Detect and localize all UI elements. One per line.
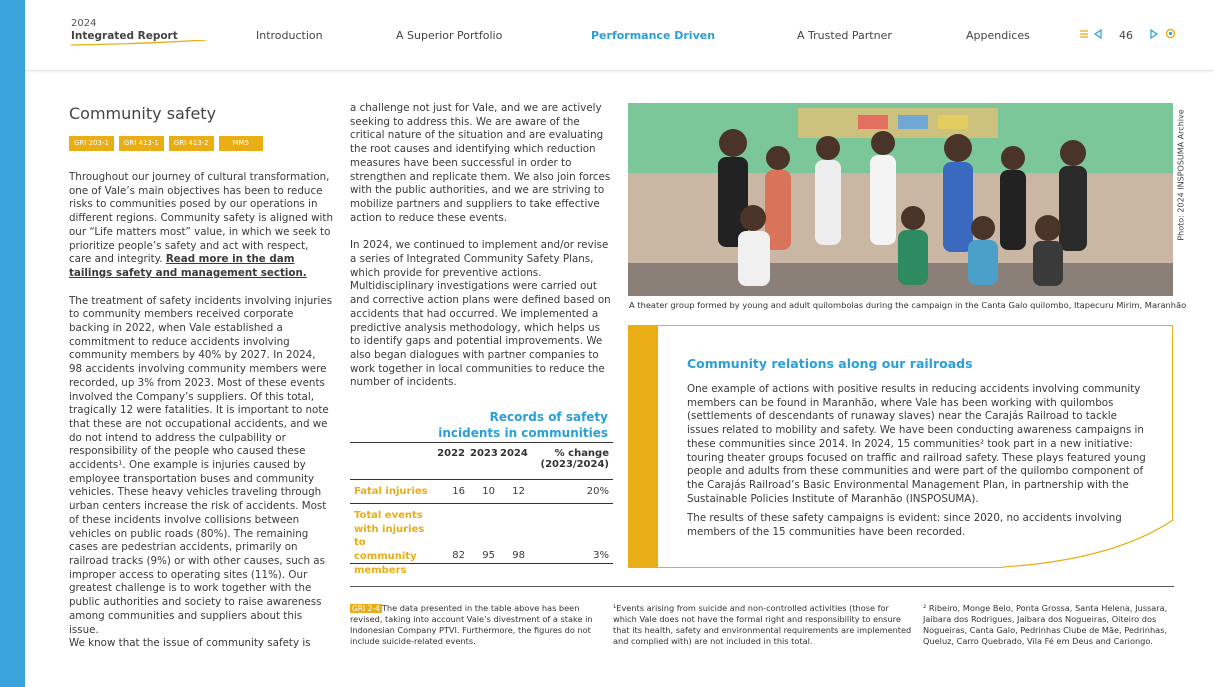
paragraph: The treatment of safety incidents involving injuries to community members received corporate backing in 2022, when Vale established a commitment to reduce accidents involving community members by 40% by 2027. In 2024, [69, 294, 333, 362]
gri-tag: GRI 2-4 [352, 604, 380, 613]
column-header: 2024 [500, 448, 528, 459]
table-cell: 98 [512, 550, 525, 561]
theater-group-photo [628, 103, 1173, 296]
callout-text [687, 383, 1147, 546]
paragraph: We know that the issue of community safety is [69, 637, 311, 650]
table-cell: 20% [586, 486, 609, 497]
footnote-divider [350, 586, 1174, 587]
row-label: Total events with injuries to community members [354, 510, 425, 576]
row-label: Fatal injuries [354, 485, 428, 497]
paragraph: In 2024, we continued to implement and/or revise a series of Integrated Community Safety Plans, which provide for preventive actions. Multidisciplinary investigations were carried out and corrective action plans were defined based on accidents that had occurred. We implemented a predictive analysis methodology, which helps us to identify gaps and potential improvements. We also began dialogues with partner companies to work together in local communities to reduce the number of incidents. [350, 239, 611, 389]
report-year: 2024 [71, 18, 97, 29]
paragraph: 98 accidents involving community members were recorded, up 3% from 2023. Most of these events involved the Company’s suppliers. Of this total, tragically 12 were fatalities. It is important to note that these are not occupational accidents, and we do not intend to address the culpability or responsibility of the people who caused these accidents¹. One example is injuries caused by employee transportation buses and community vehicles. These heavy vehicles traveling through urban centers increase the risk of accidents. Most of these incidents involve collisions between vehicles on public roads (80%). The remaining cases are pedestrian accidents, primarily on railroad tracks (9%) or with other causes, such as improper access to operating sites (11%). Our greatest challenge is to work together with the public authorities and society to raise awareness among communities and suppliers about this issue. [69, 363, 329, 636]
gri-tag-list [69, 136, 333, 151]
table-row [350, 480, 613, 504]
gri-tag: GRI 203-1 [69, 136, 114, 151]
report-logo[interactable] [71, 18, 178, 43]
paragraph-text: Throughout our journey of cultural transformation, one of Vale’s main objectives has been to reduce risks to communities posed by our operations in different regions. Community safety is aligned with our “Life matters most” value, in which we seek to prioritize people’s safety and act with respect, care and integrity. [69, 171, 333, 266]
gri-tag: GRI 413-1 [119, 136, 164, 151]
left-color-band [0, 0, 25, 687]
page-navigator [1079, 28, 1176, 42]
nav-performance-driven[interactable]: Performance Driven [591, 29, 716, 42]
footnote [350, 603, 595, 647]
paragraph: a challenge not just for Vale, and we are actively seeking to address this. We are aware of the critical nature of the situation and are evaluating the root causes and identifying which reduction measures have been successful in order to strengthen and replicate them. We also join forces with the public authorities, and we are striving to mobilize partners and suppliers to take effective action to reduce these events. [350, 102, 611, 224]
home-icon[interactable] [1165, 28, 1176, 42]
column-community-safety [69, 104, 333, 651]
paragraph: One example of actions with positive results in reducing accidents involving community members can be found in Maranhão, where Vale has been working with quilombos (settlements of descendants of runaway slaves) near the Carajás Railroad to tackle issues related to mobility and safety. We have been conducting awareness campaigns in these communities since 2014. In 2024, 15 communities² took part in a new initiative: touring theater groups focused on traffic and railroad safety. These plays featured young people and adults from these communities and were part of the quilombo component of the Carajás Railroad’s Basic Environmental Management Plan, in partnership with the Sustainable Policies Institute of Maranhão (INSPOSUMA). [687, 383, 1146, 505]
report-title: Integrated Report [71, 30, 178, 42]
column-header: 2022 [437, 448, 465, 459]
column-header: 2023 [470, 448, 498, 459]
column-header: % change (2023/2024) [540, 448, 609, 470]
table-row [350, 504, 613, 576]
nav-introduction[interactable]: Introduction [256, 29, 323, 42]
table-cell: 3% [593, 550, 609, 561]
table-title-line: Records of safety [489, 410, 608, 424]
paragraph: The results of these safety campaigns is evident: since 2020, no accidents involving members of the 15 communities have been recorded. [687, 512, 1122, 539]
table-cell: 10 [482, 486, 495, 497]
gri-tag: MM5 [219, 136, 263, 151]
photo-credit-text: Photo: 2024 INSPOSUMA Archive [1176, 109, 1186, 241]
dam-safety-link[interactable]: Read more in the dam tailings safety and management section. [69, 253, 307, 279]
paragraph [69, 171, 333, 281]
table-cell: 12 [512, 486, 525, 497]
table-header-row [350, 443, 613, 480]
photo-caption: A theater group formed by young and adult quilombolas during the campaign in the Canta Galo quilombo, Itapecuru Mirim, Maranhão [629, 300, 1187, 310]
gri-tag: GRI 413-2 [169, 136, 214, 151]
safety-incidents-table [350, 442, 613, 576]
section-title: Community safety [69, 104, 217, 123]
photo-credit [1170, 105, 1192, 245]
photo-illustration [628, 103, 1173, 296]
nav-appendices[interactable]: Appendices [966, 29, 1030, 42]
footnote-text: The data presented in the table above has been revised, taking into account Vale’s divestment of a stake in Indonesian Company PTVI. Furthermore, the figures do not include suicide-related events. [350, 603, 593, 646]
menu-icon[interactable] [1079, 29, 1089, 42]
footnote: ¹Events arising from suicide and non-controlled activities (those for which Vale does not have the formal right and responsibility to ensure that its health, safety and environmental requirements are implemented and complied with) are not included in this total. [613, 603, 912, 646]
callout-title: Community relations along our railroads [687, 356, 973, 371]
footnote: ² Ribeiro, Monge Belo, Ponta Grossa, Santa Helena, Jussara, Jaibara dos Rodrigues, Jaibara dos Nogueiras, Oiteiro dos Nogueiras, Canta Galo, Pedrinhas Clube de Mãe, Pedrinhas, Queluz, Carro Quebrado, Vila Fé em Deus and Cariongo. [923, 603, 1168, 646]
logo-swoosh-icon [71, 40, 206, 46]
top-navigation-bar [25, 0, 1214, 71]
table-title-line: incidents in communities [438, 426, 608, 440]
nav-superior-portfolio[interactable]: A Superior Portfolio [396, 29, 503, 42]
table-cell: 95 [482, 550, 495, 561]
column-continued-text [350, 102, 612, 404]
page-number: 46 [1119, 28, 1133, 42]
table-title [350, 409, 608, 441]
nav-trusted-partner[interactable]: A Trusted Partner [797, 29, 892, 42]
next-page-icon[interactable] [1149, 29, 1159, 42]
table-cell: 16 [452, 486, 465, 497]
table-cell: 82 [452, 550, 465, 561]
previous-page-icon[interactable] [1093, 29, 1103, 42]
